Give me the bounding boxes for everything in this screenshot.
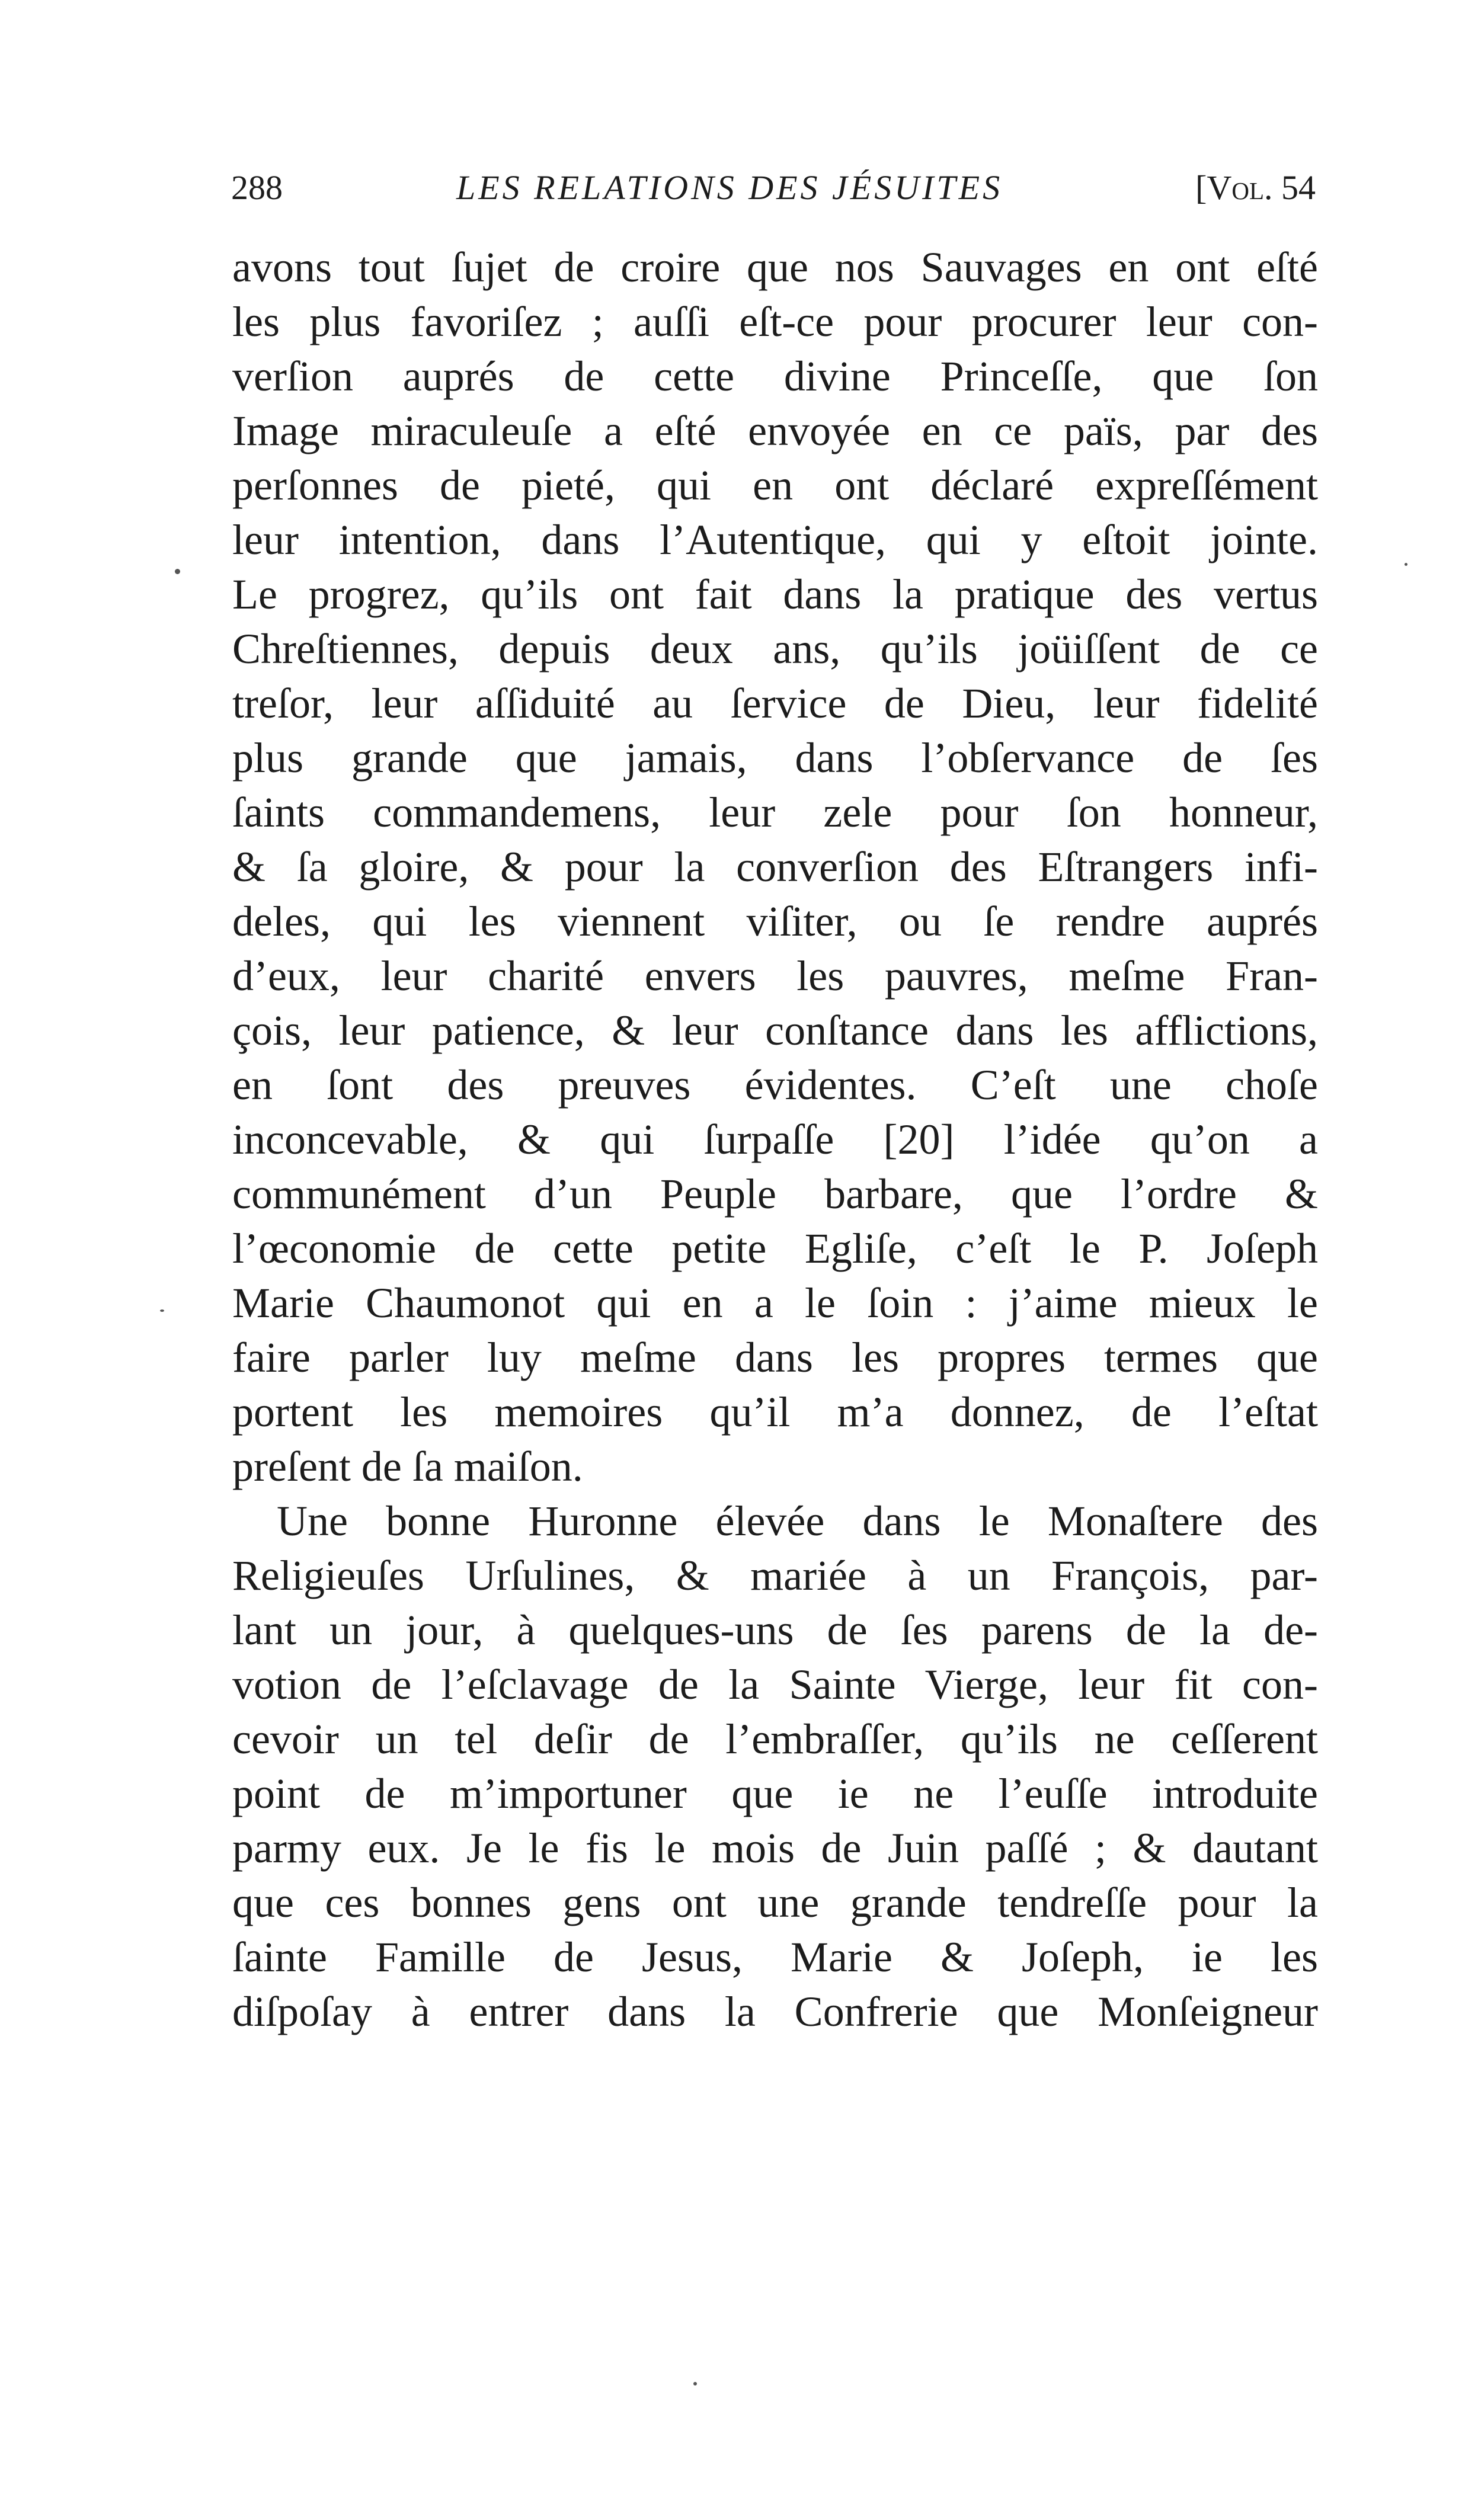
text-line: Religieuſes Urſulines, & mariée à un François, par-	[232, 1552, 1318, 1599]
text-line: cevoir un tel deſir de l’embraſſer, qu’ils ne ceſſerent	[232, 1715, 1318, 1763]
text-line: Marie Chaumonot qui en a le ſoin : j’aime mieux le	[232, 1279, 1318, 1327]
text-line: deles, qui les viennent viſiter, ou ſe rendre auprés	[232, 898, 1318, 945]
scan-speck	[175, 569, 180, 574]
volume-reference: [Vol. 54	[1195, 168, 1316, 207]
text-line: verſion auprés de cette divine Princeſſe, que ſon	[232, 353, 1318, 400]
text-line: inconcevable, & qui ſurpaſſe [20] l’idée qu’on a	[232, 1116, 1318, 1163]
text-line: communément d’un Peuple barbare, que l’ordre &	[232, 1170, 1318, 1218]
text-line: Chreſtiennes, depuis deux ans, qu’ils joüiſſent de ce	[232, 625, 1318, 673]
text-line: perſonnes de pieté, qui en ont déclaré expreſſément	[232, 462, 1318, 509]
text-line: faire parler luy meſme dans les propres termes que	[232, 1334, 1318, 1381]
text-line: Une bonne Huronne élevée dans le Monaſtere des	[277, 1497, 1318, 1545]
text-line: lant un jour, à quelques-uns de ſes parens de la de-	[232, 1606, 1318, 1654]
text-line: diſpoſay à entrer dans la Confrerie que Monſeigneur	[232, 1988, 1318, 2035]
text-line: votion de l’eſclavage de la Sainte Vierge, leur fit con-	[232, 1661, 1318, 1708]
text-line: & ſa gloire, & pour la converſion des Eſtrangers infi-	[232, 843, 1318, 891]
running-head	[231, 161, 1316, 214]
paragraph-2	[232, 1494, 1318, 2039]
scan-speck	[693, 2382, 697, 2385]
text-line: avons tout ſujet de croire que nos Sauvages en ont eſté	[232, 244, 1318, 291]
text-line: çois, leur patience, & leur conſtance dans les afflictions,	[232, 1007, 1318, 1054]
text-line: Le progrez, qu’ils ont fait dans la pratique des vertus	[232, 571, 1318, 618]
body-text	[232, 240, 1318, 2039]
scan-speck	[1405, 563, 1407, 566]
scan-speck	[160, 1309, 164, 1312]
text-line: plus grande que jamais, dans l’obſervance de ſes	[232, 734, 1318, 782]
text-line: l’œconomie de cette petite Egliſe, c’eſt le P. Joſeph	[232, 1225, 1318, 1272]
text-line: ſaints commandemens, leur zele pour ſon honneur,	[232, 789, 1318, 836]
text-line: en ſont des preuves évidentes. C’eſt une choſe	[232, 1061, 1318, 1109]
text-line: Image miraculeuſe a eſté envoyée en ce païs, par des	[232, 407, 1318, 454]
page-number: 288	[231, 168, 283, 207]
text-line: que ces bonnes gens ont une grande tendreſſe pour la	[232, 1879, 1318, 1926]
text-line: leur intention, dans l’Autentique, qui y eſtoit jointe.	[232, 516, 1318, 563]
text-line: treſor, leur aſſiduité au ſervice de Dieu, leur fidelité	[232, 680, 1318, 727]
text-line: les plus favoriſez ; auſſi eſt-ce pour procurer leur con-	[232, 298, 1318, 345]
text-line: preſent de ſa maiſon.	[232, 1443, 583, 1490]
text-line: portent les memoires qu’il m’a donnez, de l’eſtat	[232, 1388, 1318, 1436]
paragraph-1	[232, 240, 1318, 1494]
text-line: point de m’importuner que ie ne l’euſſe introduite	[232, 1770, 1318, 1817]
text-line: d’eux, leur charité envers les pauvres, meſme Fran-	[232, 952, 1318, 1000]
text-line: parmy eux. Je le fis le mois de Juin paſſé ; & dautant	[232, 1824, 1318, 1872]
text-line: ſainte Famille de Jesus, Marie & Joſeph, ie les	[232, 1933, 1318, 1981]
running-title: LES RELATIONS DES JÉSUITES	[456, 168, 1003, 207]
